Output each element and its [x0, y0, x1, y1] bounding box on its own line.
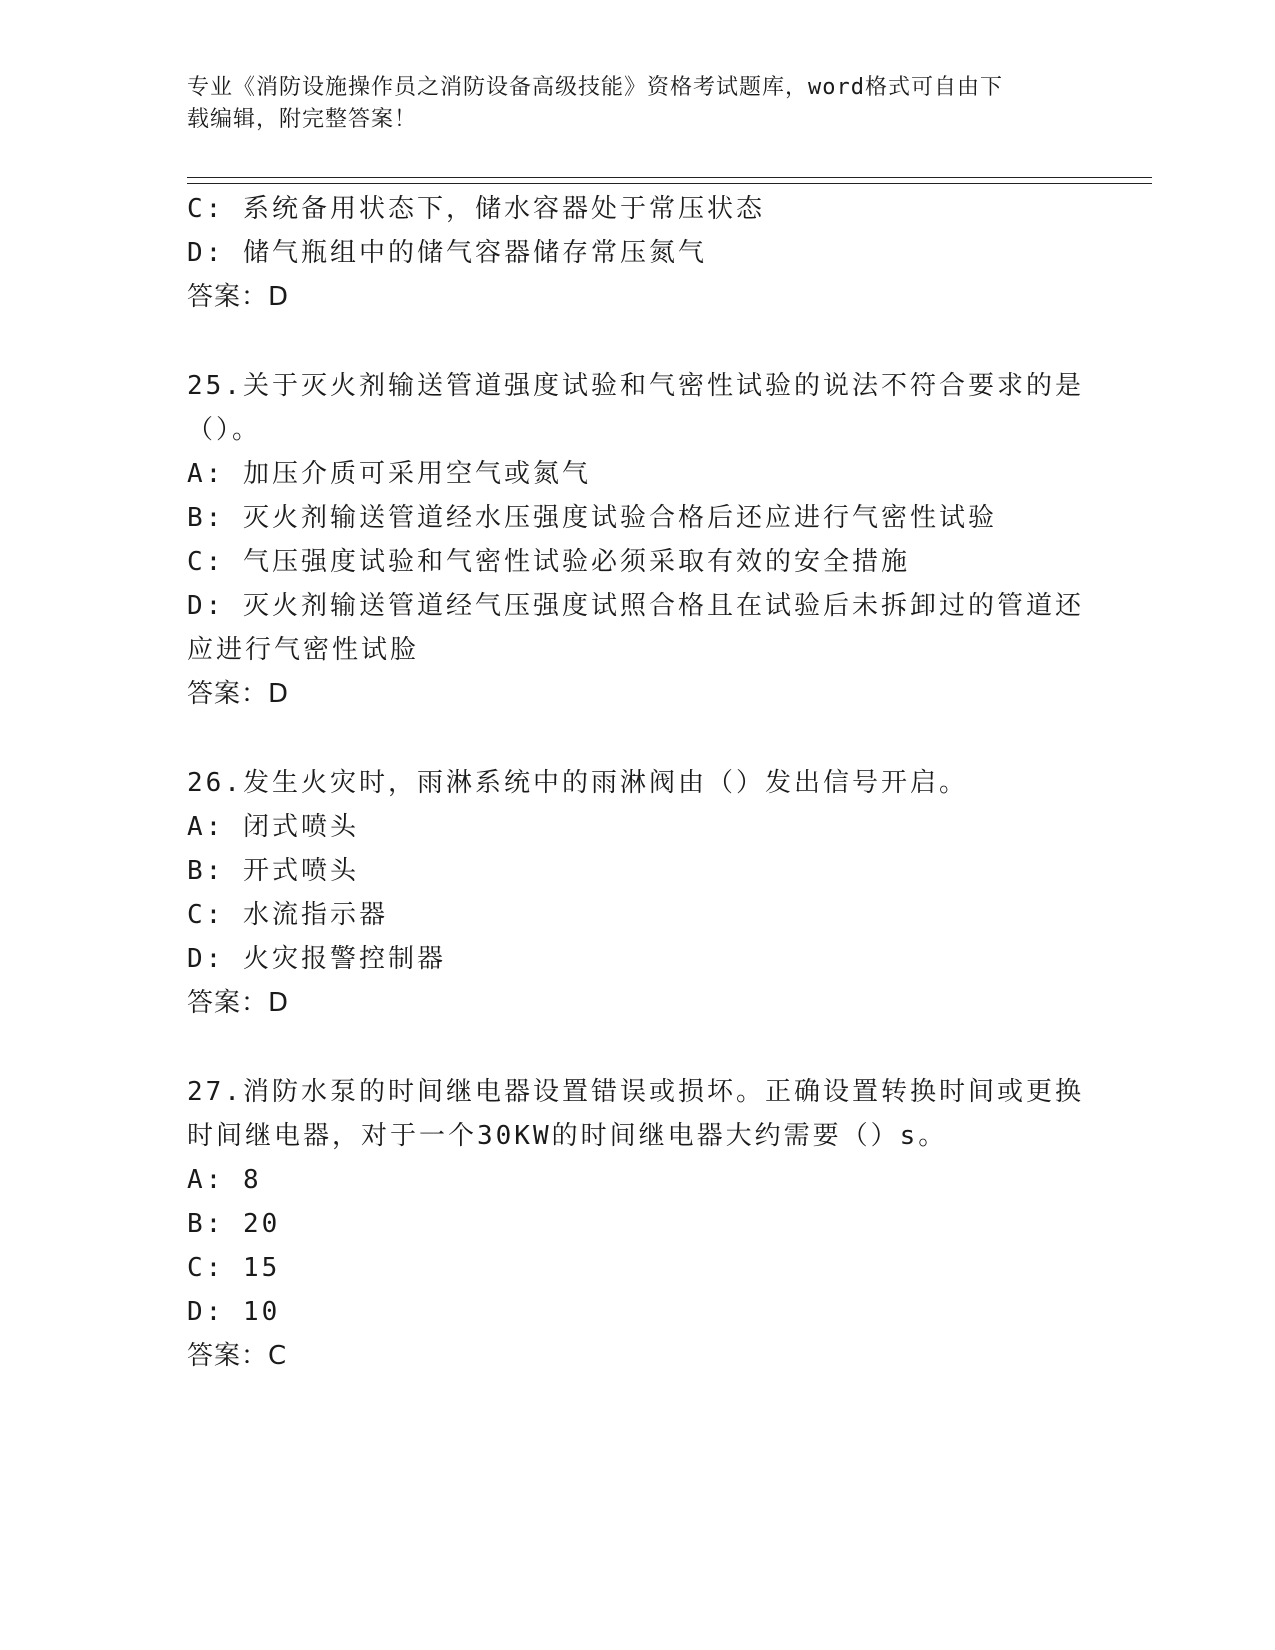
q24-option-d: D: 储气瓶组中的储气容器储存常压氮气 [187, 238, 707, 268]
q27-option-d: D: 10 [187, 1297, 281, 1327]
header-divider-top [187, 177, 1152, 178]
q26-option-b: B: 开式喷头 [187, 856, 359, 886]
q27-option-b: B: 20 [187, 1209, 281, 1239]
q27-option-a: A: 8 [187, 1165, 262, 1195]
q25-option-d-line-1: D: 灭火剂输送管道经气压强度试照合格且在试验后未拆卸过的管道还 [187, 591, 1084, 621]
q27-stem-line-2: 时间继电器，对于一个30KW的时间继电器大约需要（）s。 [187, 1121, 948, 1151]
q27-stem-line-1: 27.消防水泵的时间继电器设置错误或损坏。正确设置转换时间或更换 [187, 1077, 1084, 1107]
q26-option-a: A: 闭式喷头 [187, 812, 359, 842]
q24-option-c: C: 系统备用状态下，储水容器处于常压状态 [187, 194, 765, 224]
q26-answer: 答案：D [187, 988, 290, 1018]
header-line-2: 载编辑，附完整答案！ [187, 107, 418, 132]
q25-option-a: A: 加压介质可采用空气或氮气 [187, 459, 591, 489]
header-divider-bottom [187, 183, 1152, 184]
q25-stem-line-2: （）。 [187, 415, 262, 445]
q25-stem-line-1: 25.关于灭火剂输送管道强度试验和气密性试验的说法不符合要求的是 [187, 371, 1084, 401]
q26-option-c: C: 水流指示器 [187, 900, 388, 930]
document-header [187, 72, 1087, 136]
q27-option-c: C: 15 [187, 1253, 281, 1283]
q25-answer: 答案：D [187, 679, 290, 709]
q27-answer: 答案：C [187, 1341, 288, 1371]
q25-option-c: C: 气压强度试验和气密性试验必须采取有效的安全措施 [187, 547, 910, 577]
header-line-1: 专业《消防设施操作员之消防设备高级技能》资格考试题库，word格式可自由下 [187, 75, 1003, 100]
q26-stem-line-1: 26.发生火灾时，雨淋系统中的雨淋阀由（）发出信号开启。 [187, 768, 968, 798]
q26-option-d: D: 火灾报警控制器 [187, 944, 446, 974]
q24-answer: 答案：D [187, 282, 290, 312]
q25-option-d-line-2: 应进行气密性试脸 [187, 635, 420, 665]
q25-option-b: B: 灭火剂输送管道经水压强度试验合格后还应进行气密性试验 [187, 503, 997, 533]
